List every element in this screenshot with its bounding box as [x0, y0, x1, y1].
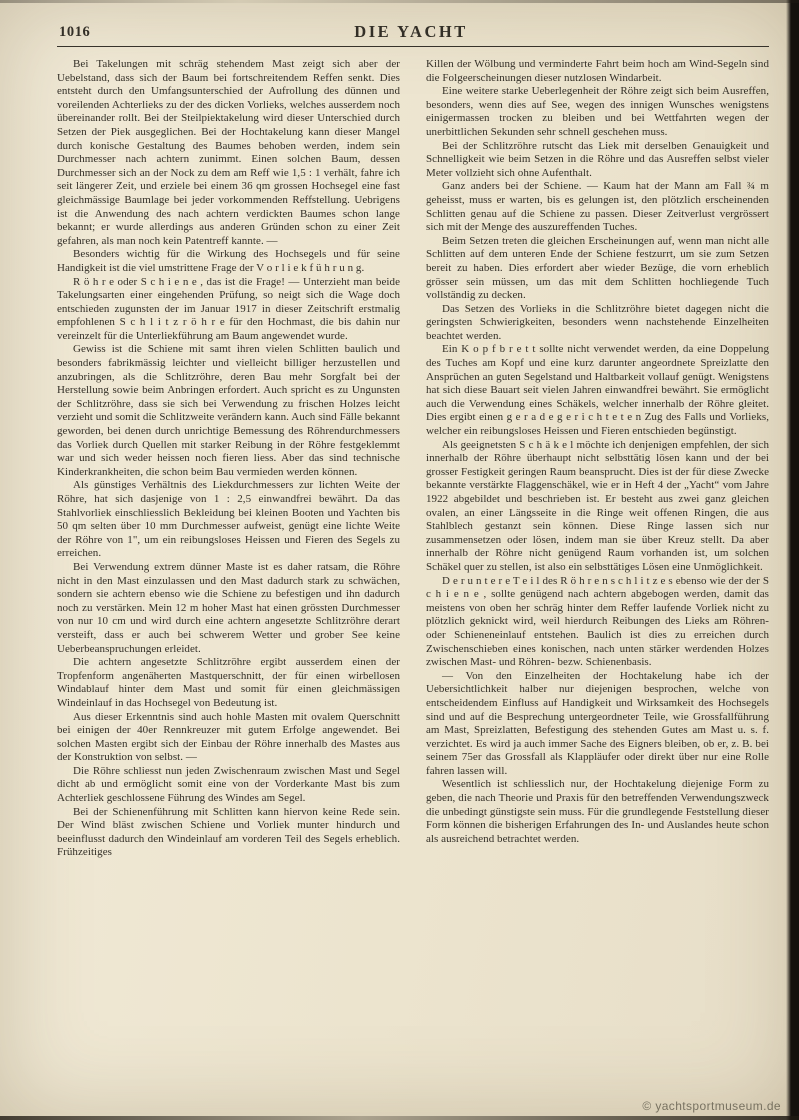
paragraph: Bei der Schlitzröhre rutscht das Liek mit derselben Genauigkeit und Schnelligkeit wie beim Setzen in die Röhre und das Ausreffen selbst vieler Meter vollzieht sich ohne Aufenthalt. — [426, 139, 769, 179]
paragraph: Ganz anders bei der Schiene. — Kaum hat der Mann am Fall ¾ m geheisst, muss er warten, bis es gelungen ist, den plötzlich erscheinenden Schlitten genau auf die Schiene zu passen. Dieser Zeitverlust vergrössert sich mit der Menge des auszureffenden Tuches. — [426, 180, 769, 234]
right-column — [426, 58, 769, 1108]
page-header — [57, 22, 765, 44]
page-number: 1016 — [59, 24, 91, 40]
paragraph: Gewiss ist die Schiene mit samt ihren vielen Schlitten baulich und besonders fabrikmässig leichter und vielleicht billiger herzustellen und anzubringen, als die Schlitzröhre, deren Bau mehr Sorgfalt bei der Herstellung sowie beim Anbringen erfordert. Auch spricht es zu Ungunsten der Schlitzröhre, dass sie sich bei Verwendung zu frischen Holzes leicht verzieht und somit die Schlitzweite verändern kann. Auch sind Fälle bekannt geworden, bei denen durch unrichtige Bemessung des Röhrendurchmessers das Vorliek durch Quellen mit starker Reibung in der Röhre festgeklemmt war und sich weder heissen noch fieren liess. Aber das sind technische Kinderkrankheiten, die schon beim Bau vermieden werden können. — [57, 343, 400, 478]
paragraph: Das Setzen des Vorlieks in die Schlitzröhre bietet dagegen nicht die geringsten Schwierigkeiten, besonders wenn nachstehende Einzelheiten beachtet werden. — [426, 302, 769, 342]
paragraph: Eine weitere starke Ueberlegenheit der Röhre zeigt sich beim Ausreffen, besonders, wenn dies auf See, wegen des innigen Wunsches wenigstens einigermassen trocken zu bleiben und bei Wettfahrten wegen der unerbittlichen Sekunden sehr schnell geschehen muss. — [426, 85, 769, 138]
scan-edge-bottom — [0, 1116, 799, 1120]
scan-edge-right — [786, 0, 799, 1120]
article-columns — [57, 58, 769, 1108]
paragraph: Killen der Wölbung und verminderte Fahrt beim hoch am Wind-Segeln sind die Folgeerscheinungen dieser nutzlosen Windarbeit. — [426, 58, 769, 84]
paragraph: Bei Takelungen mit schräg stehendem Mast zeigt sich aber der Uebelstand, dass sich der Baum bei fortschreitendem Reffen senkt. Dies entsteht durch den Umfangsunterschied der Aufrollung des dünnen und voreilenden Achterlieks zu der des dicken Vorlieks, welches ausserdem noch übereinander rollt. Bei der Steilpiektakelung wird dieser Unterschied durch Setzen der Piek ausgeglichen. Bei der Hochtakelung kann dieser Mangel durch konische Gestaltung des Baumes behoben werden, indem sein Durchmesser nach achtern zunimmt. Einen solchen Baum, dessen Durchmesser sich an der Nock zu dem am Reff wie 1,5 : 1 verhält, fahre ich seit längerer Zeit, und erziele bei einem 36 qm grossen Hochsegel eine fast gleichmässige Baumlage bei jeder vorkommenden Reffstellung. Uebrigens ist die Anwendung des nach achtern verdickten Baumes schon lange bekannt; er wurde allerdings aus anderen Gründen schon zu einer Zeit gefahren, als man noch kein Patentreff kannte. — — [57, 58, 400, 247]
paragraph: Die Röhre schliesst nun jeden Zwischenraum zwischen Mast und Segel dicht ab und ermöglicht somit eine von der Vorderkante Mast bis zum Achterliek geschlossene Führung des Windes am Segel. — [57, 764, 400, 805]
paragraph: R ö h r e oder S c h i e n e , das ist die Frage! — Unterzieht man beide Takelungsarten einer eingehenden Prüfung, so neigt sich die Wage doch entschieden zugunsten der im Januar 1917 in dieser Zeitschrift erstmalig empfohlenen S c h l i t z r ö h r e für den Hochmast, die bis dahin nur vereinzelt für die Unterliekführung am Baum angewendet wurde. — [57, 275, 400, 342]
paragraph: Als günstiges Verhältnis des Liekdurchmessers zur lichten Weite der Röhre, hat sich dasjenige von 1 : 2,5 einwandfrei bewährt. Da das Stahlvorliek einschliesslich Bekleidung bei kleinen Booten und Yachten bis 50 qm selten über 10 mm Durchmesser aufweist, genügt eine lichte Weite der Röhre von 1", um ein reibungsloses Heissen und Fieren des Segels zu erreichen. — [57, 479, 400, 560]
paragraph: Bei Verwendung extrem dünner Maste ist es daher ratsam, die Röhre nicht in den Mast einzulassen und den Mast dadurch stark zu schwächen, sondern sie achtern ebenso wie die Schiene zu befestigen und ihn dadurch noch zu verstärken. Mein 12 m hoher Mast hat einen grössten Durchmesser von nur 10 cm und wird durch eine achtern angesetzte Schlitzröhre derart versteift, dass er auch bei schwerem Wetter und grober See keine Ueberbeanspruchungen erleidet. — [57, 560, 400, 655]
paragraph: Die achtern angesetzte Schlitzröhre ergibt ausserdem einen der Tropfenform angenäherten Mastquerschnitt, der für einen wirbellosen Windablauf hinter dem Mast und somit für einen gleichmässigen Windeinlauf in das Hochsegel von Bedeutung ist. — [57, 656, 400, 709]
left-column — [57, 58, 400, 1108]
watermark: © yachtsportmuseum.de — [642, 1099, 781, 1113]
scan-edge-top — [0, 0, 799, 3]
paragraph: Beim Setzen treten die gleichen Erscheinungen auf, wenn man nicht alle Schlitten auf dem unteren Ende der Schiene festzurrt, um sie zum Setzen bereit zu haben. Dies erfordert aber wieder Bezüge, die vorn erheblich grösser sein müssen, um das mit dem Schlitten hochliegende Tuch vollständig zu decken. — [426, 234, 769, 302]
paragraph: Als geeignetsten S c h ä k e l möchte ich denjenigen empfehlen, der sich innerhalb der Röhre überhaupt nicht selbsttätig lösen kann und der bei grosser Festigkeit geringen Raum beansprucht. Dies ist der für diese Zwecke bekannte verstärkte Flaggenschäkel, wie er in Heft 4 der „Yacht“ vom Jahre 1922 abgebildet und beschrieben ist. Er besteht aus zwei ganz gleichen ovalen, an einer Längsseite in die Ringe weit offenen Ringen, die aus Stahlblech gestanzt sein können. Diese Ringe lassen sich nur zusammensetzen oder lösen, indem man sie über Kreuz stellt. Da aber innerhalb der Röhre nicht genügend Raum vorhanden ist, um solchen Schäkel quer zu stellen, ist also ein selbsttätiges Lösen eine Unmöglichkeit. — [426, 438, 769, 573]
page-title: DIE YACHT — [354, 22, 468, 41]
paragraph: — Von den Einzelheiten der Hochtakelung habe ich der Uebersichtlichkeit halber nur diejenigen besprochen, welche von entscheidendem Einfluss auf Handigkeit und Wirksamkeit des Hochsegels sind und auf die Besprechung untergeordneter Teile, wie Grossfallführung am Mast, Spreizlatten, Befestigung des stehenden Gutes am Mast u. s. f. verzichtet. Es wird ja auch immer Sache des Eigners bleiben, ob er, z. B. bei seinem 75er das Grossfall als Klappläufer oder direkt über nur eine Rolle fahren lassen will. — [426, 669, 769, 777]
paragraph: D e r u n t e r e T e i l des R ö h r e n s c h l i t z e s ebenso wie der der S c h i e n e , sollte genügend nach achtern abgebogen werden, damit das meistens von oben her schräg hinter dem Reffer laufende Vorliek nicht zu plötzlich geknickt wird, weil hierdurch Reibungen des Lieks am Röhren- oder Schieneneinlauf entstehen. Baulich ist dies zu erreichen durch Zwischenschieben eines konischen, nach unten stärker werdenden Holzes zwischen Mast- und Röhren- bezw. Schienenbasis. — [426, 574, 769, 669]
paragraph: Besonders wichtig für die Wirkung des Hochsegels und für seine Handigkeit ist die viel umstrittene Frage der V o r l i e k f ü h r u n g. — [57, 248, 400, 274]
paragraph: Aus dieser Erkenntnis sind auch hohle Masten mit ovalem Querschnitt bei einigen der 40er Rennkreuzer mit gutem Erfolge angewendet. Bei solchen Masten ergibt sich der Einbau der Röhre innerhalb des Mastes aus der Konstruktion von selbst. — — [57, 710, 400, 764]
paragraph: Wesentlich ist schliesslich nur, der Hochtakelung diejenige Form zu geben, die nach Theorie und Praxis für den betreffenden Verwendungszweck die unbedingt günstigste sein muss. Für die grundlegende Feststellung dieser Form können die bisherigen Erfahrungen des In- und Auslandes heute schon als ausreichend betrachtet werden. — [426, 778, 769, 845]
paragraph: Bei der Schienenführung mit Schlitten kann hiervon keine Rede sein. Der Wind bläst zwischen Schiene und Vorliek munter hindurch und beeinflusst dadurch den Windeinlauf am vorderen Teil des Segels erheblich. Frühzeitiges — [57, 805, 400, 859]
header-rule — [57, 46, 769, 47]
paragraph: Ein K o p f b r e t t sollte nicht verwendet werden, da eine Doppelung des Tuches am Kopf und eine kurz darunter angeordnete Spreizlatte den Ansprüchen an guten Segelstand und Haltbarkeit vollauf genügt. Wenigstens hat sich diese Bauart seit vielen Jahren einwandfrei bewährt. Sie ermöglicht auch die Verwendung eines Schäkels, welcher innerhalb der Röhre gleitet. Dies ergibt einen g e r a d e g e r i c h t e t e n Zug des Falls und Vorlieks, welcher ein reibungsloses Heissen und Fieren entschieden begünstigt. — [426, 343, 769, 438]
